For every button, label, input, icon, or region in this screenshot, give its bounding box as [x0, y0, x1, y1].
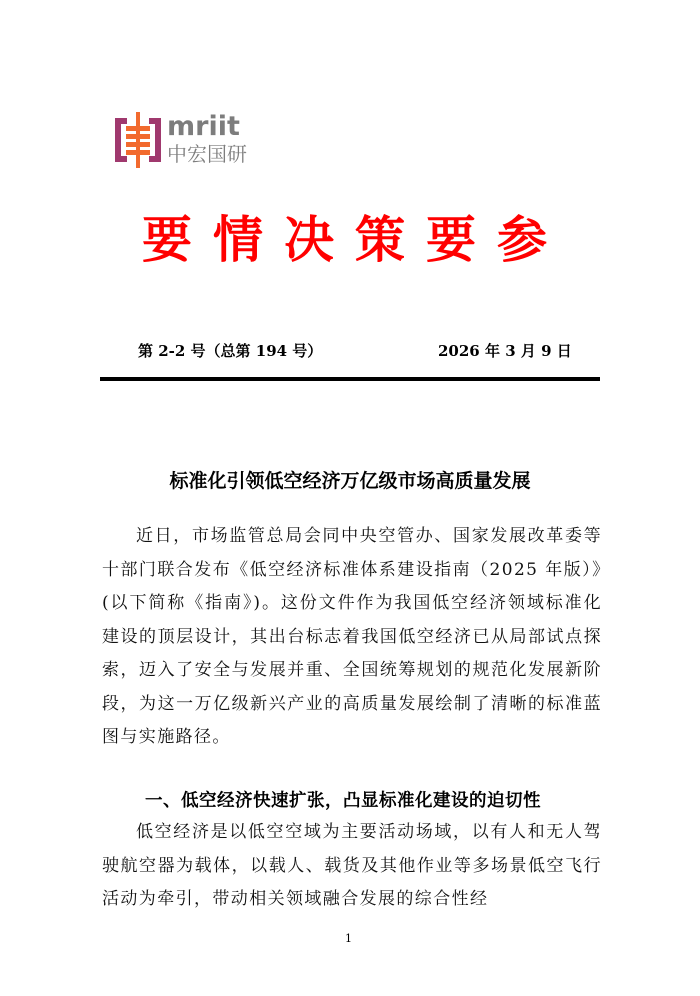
issue-number: 第 2-2 号（总第 194 号） — [138, 342, 323, 360]
page-number: 1 — [345, 932, 352, 945]
issue-date: 2026 年 3 月 9 日 — [438, 342, 572, 360]
mriit-logo — [113, 112, 253, 168]
masthead-title: 要情决策要参 — [142, 211, 568, 269]
section-heading: 一、低空经济快速扩张，凸显标准化建设的迫切性 — [145, 791, 541, 811]
article-paragraph: 近日，市场监管总局会同中央空管办、国家发展改革委等十部门联合发布《低空经济标准体系建设指南（2025 年版）》(以下简称《指南》)。这份文件作为我国低空经济领域标准化建设的顶层设计，其出台标志着我国低空经济已从局部试点探索，迈入了安全与发展并重、全国统筹规划的规范化发展新阶段，为这一万亿级新兴产业的高质量发展绘制了清晰的标准蓝图与实施路径。 — [102, 526, 602, 747]
mriit-logo-mark-icon — [113, 112, 163, 168]
logo-brand-en: mriit — [167, 111, 240, 142]
section-paragraph: 低空经济是以低空空域为主要活动场域，以有人和无人驾驶航空器为载体，以载人、载货及其他作业等多场景低空飞行活动为牵引，带动相关领域融合发展的综合性经 — [102, 822, 602, 909]
header-divider — [100, 377, 600, 381]
logo-brand-cn: 中宏国研 — [167, 142, 247, 166]
article-title: 标准化引领低空经济万亿级市场高质量发展 — [169, 470, 531, 492]
